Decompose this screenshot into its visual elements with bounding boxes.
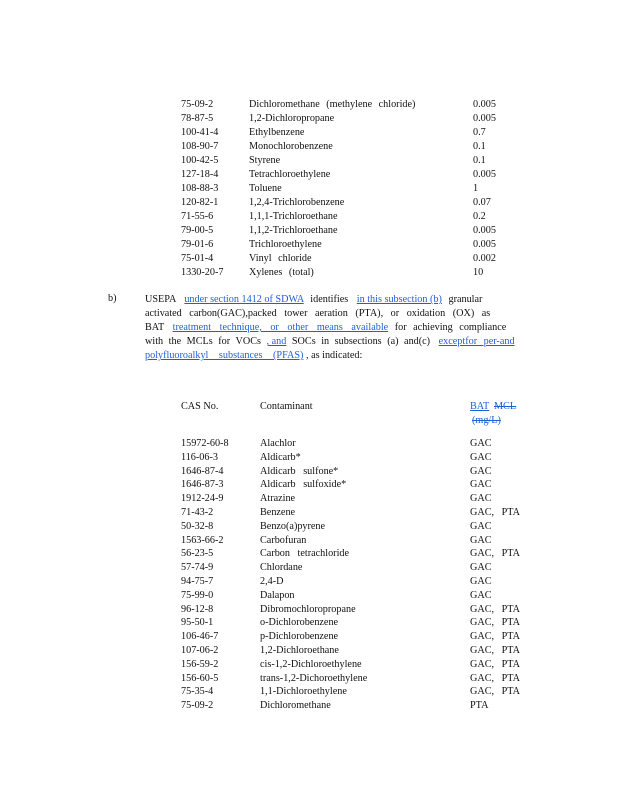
table-row: [0, 465, 618, 479]
paragraph-line: with the MCLs for VOCs , and SOCs in subsections (a) and(c) exceptfor per-and: [145, 336, 515, 347]
cas-number: 71-55-6: [181, 211, 214, 222]
contaminant-name: Benzo(a)pyrene: [260, 520, 326, 532]
contaminant-name: Aldicarb sulfone*: [260, 465, 339, 477]
cas-number: 15972-60-8: [181, 438, 229, 449]
contaminant-name: Toluene: [249, 183, 282, 194]
bat-value: GAC: [470, 562, 492, 574]
contaminant-name: o-Dichlorobenzene: [260, 617, 339, 629]
bat-value: GAC: [470, 451, 492, 463]
table-row: [0, 589, 618, 603]
table-row: [0, 561, 618, 575]
table-row: [0, 182, 618, 196]
table-row: [0, 685, 618, 699]
bat-value: GAC, PTA: [470, 603, 521, 615]
cas-number: 1646-87-3: [181, 479, 224, 491]
cas-number: 78-87-5: [181, 113, 214, 124]
cas-number: 120-82-1: [181, 197, 219, 208]
header-unit-deleted: (mg/L): [472, 415, 501, 426]
contaminant-name: Ethylbenzene: [249, 127, 305, 138]
inserted-text: , and: [266, 336, 287, 347]
bat-value: GAC, PTA: [470, 645, 521, 656]
table-row: [0, 630, 618, 644]
cas-number: 50-32-8: [181, 520, 214, 532]
bat-value: GAC: [470, 576, 492, 587]
contaminant-name: Carbon tetrachloride: [260, 548, 350, 560]
table-row: [0, 534, 618, 548]
cas-number: 108-88-3: [181, 183, 219, 194]
mcl-value: 0.002: [473, 253, 496, 264]
mcl-value: 0.005: [473, 239, 496, 250]
bat-value: GAC: [470, 438, 492, 449]
table-row: [0, 140, 618, 154]
table-row: [0, 112, 618, 126]
mcl-value: 0.005: [473, 169, 496, 180]
contaminant-name: Benzene: [260, 507, 296, 518]
contaminant-name: Aldicarb*: [260, 451, 301, 463]
cas-number: 71-43-2: [181, 507, 214, 518]
contaminant-name: 1,1,2-Trichloroethane: [249, 225, 338, 236]
mcl-value: 0.005: [473, 225, 496, 236]
cas-number: 79-01-6: [181, 239, 214, 250]
contaminant-name: Dichloromethane (methylene chloride): [249, 99, 416, 110]
cas-number: 94-75-7: [181, 576, 214, 587]
inserted-text: in this subsection (b): [356, 294, 442, 305]
table-header: [0, 400, 618, 414]
cas-number: 96-12-8: [181, 603, 214, 615]
cas-number: 75-09-2: [181, 700, 214, 712]
bat-value: GAC, PTA: [470, 686, 521, 698]
mcl-value: 0.2: [473, 211, 486, 222]
contaminant-name: Monochlorobenzene: [249, 141, 333, 152]
contaminant-name: 1,2,4-Trichlorobenzene: [249, 197, 345, 208]
contaminant-name: Dalapon: [260, 589, 295, 601]
cas-number: 57-74-9: [181, 562, 214, 574]
table-row: [0, 672, 618, 686]
table-row: [0, 196, 618, 210]
cas-number: 1646-87-4: [181, 465, 224, 477]
bat-value: GAC: [470, 589, 492, 601]
contaminant-name: 1,2-Dichloropropane: [249, 113, 335, 124]
cas-number: 108-90-7: [181, 141, 219, 152]
contaminant-name: Styrene: [249, 155, 281, 166]
contaminant-name: trans-1,2-Dichoroethylene: [260, 672, 368, 684]
mcl-value: 0.1: [473, 155, 486, 166]
table-row: [0, 210, 618, 224]
table-row: [0, 126, 618, 140]
table-row: [0, 520, 618, 534]
bat-value: GAC: [470, 520, 492, 532]
paragraph-line: BAT treatment technique, or other means available for achieving compliance: [145, 322, 507, 333]
header-mcl-deleted: MCL: [494, 401, 517, 412]
mcl-value: 0.7: [473, 127, 486, 138]
bat-value: GAC, PTA: [470, 548, 521, 560]
contaminant-name: Dibromochloropropane: [260, 603, 356, 615]
paragraph-line: USEPA under section 1412 of SDWA identifies in this subsection (b) granular: [145, 294, 483, 305]
cas-number: 75-99-0: [181, 589, 214, 601]
bat-value: GAC: [470, 479, 492, 491]
contaminant-name: 1,1,1-Trichloroethane: [249, 211, 338, 222]
bat-value: GAC, PTA: [470, 507, 521, 518]
bat-value: GAC: [470, 493, 492, 505]
contaminant-name: 2,4-D: [260, 576, 284, 587]
bat-value: GAC, PTA: [470, 631, 521, 643]
header-bat: BAT: [470, 401, 490, 412]
contaminant-name: Carbofuran: [260, 534, 307, 546]
contaminant-name: Alachlor: [260, 438, 296, 449]
table-row: [0, 506, 618, 520]
contaminant-name: Trichloroethylene: [249, 239, 322, 250]
bat-value: GAC: [470, 534, 492, 546]
contaminant-name: Xylenes (total): [249, 267, 314, 278]
contaminant-name: cis-1,2-Dichloroethylene: [260, 658, 362, 670]
cas-number: 1563-66-2: [181, 534, 224, 546]
cas-number: 106-46-7: [181, 631, 219, 643]
contaminant-name: 1,2-Dichloroethane: [260, 645, 339, 656]
table-row: [0, 658, 618, 672]
contaminant-name: Tetrachloroethylene: [249, 169, 331, 180]
cas-number: 116-06-3: [181, 451, 218, 463]
table-row: [0, 492, 618, 506]
table-row: [0, 616, 618, 630]
cas-number: 100-42-5: [181, 155, 219, 166]
subsection-label: b): [108, 293, 117, 304]
bat-value: GAC, PTA: [470, 658, 521, 670]
cas-number: 75-35-4: [181, 686, 214, 698]
bat-value: GAC: [470, 465, 492, 477]
table-row: [0, 699, 618, 713]
mcl-value: 0.005: [473, 99, 496, 110]
table-row: [0, 266, 618, 280]
table-row: [0, 252, 618, 266]
contaminant-name: Chlordane: [260, 562, 303, 574]
cas-number: 56-23-5: [181, 548, 214, 560]
table-row: [0, 547, 618, 561]
inserted-text: treatment technique, or other means available: [172, 322, 389, 333]
cas-number: 1330-20-7: [181, 267, 224, 278]
cas-number: 107-06-2: [181, 645, 219, 656]
mcl-value: 0.07: [473, 197, 491, 208]
table-row: [0, 575, 618, 589]
table-row: [0, 238, 618, 252]
table-row: [0, 644, 618, 658]
cas-number: 75-01-4: [181, 253, 214, 264]
table-row: [0, 437, 618, 451]
cas-number: 156-60-5: [181, 672, 219, 684]
contaminant-name: Aldicarb sulfoxide*: [260, 479, 347, 491]
cas-number: 79-00-5: [181, 225, 214, 236]
mcl-value: 0.1: [473, 141, 486, 152]
table-row: [0, 154, 618, 168]
cas-number: 1912-24-9: [181, 493, 224, 505]
contaminant-name: 1,1-Dichloroethylene: [260, 686, 347, 698]
table-row: [0, 168, 618, 182]
cas-number: 95-50-1: [181, 617, 214, 629]
header-cas: CAS No.: [181, 401, 219, 412]
contaminant-name: p-Dichlorobenzene: [260, 631, 339, 643]
table-row: [0, 478, 618, 492]
cas-number: 156-59-2: [181, 658, 219, 670]
cas-number: 127-18-4: [181, 169, 219, 180]
inserted-text: polyfluoroalkyl substances (PFAS): [145, 350, 304, 361]
table-row: [0, 603, 618, 617]
table-row: [0, 98, 618, 112]
cas-number: 100-41-4: [181, 127, 219, 138]
bat-value: GAC, PTA: [470, 672, 521, 684]
mcl-value: 0.005: [473, 113, 496, 124]
table-header-unit: [0, 414, 618, 428]
contaminant-name: Vinyl chloride: [249, 253, 312, 264]
table-row: [0, 224, 618, 238]
bat-value: PTA: [470, 700, 489, 712]
paragraph-line: polyfluoroalkyl substances (PFAS) , as indicated:: [145, 350, 363, 361]
header-contaminant: Contaminant: [260, 401, 313, 412]
inserted-text: exceptfor per-and: [438, 336, 515, 347]
contaminant-name: Dichloromethane: [260, 700, 331, 712]
mcl-value: 10: [473, 267, 484, 278]
table-row: [0, 451, 618, 465]
cas-number: 75-09-2: [181, 99, 214, 110]
contaminant-name: Atrazine: [260, 493, 296, 505]
inserted-text: under section 1412 of SDWA: [184, 294, 304, 305]
paragraph-line: activated carbon(GAC),packed tower aeration (PTA), or oxidation (OX) as: [145, 308, 491, 319]
bat-value: GAC, PTA: [470, 617, 521, 629]
mcl-value: 1: [473, 183, 479, 194]
